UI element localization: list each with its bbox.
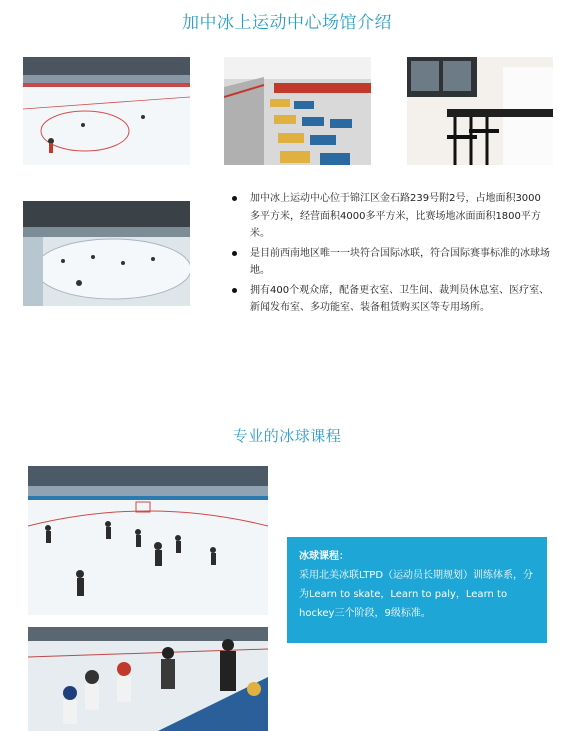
hockey-game-photo bbox=[28, 466, 268, 615]
course-box-heading: 冰球课程： bbox=[299, 551, 349, 562]
course-info-box bbox=[287, 537, 547, 643]
rink-photo-1 bbox=[23, 57, 190, 165]
bullet-dot-icon bbox=[232, 251, 237, 256]
course-section-title: 专业的冰球课程 bbox=[232, 427, 342, 445]
list-item: 加中冰上运动中心位于锦江区金石路239号附2号，占地面积3000多平方米，经营面积4000多平方米，比赛场地冰面面积1800平方米。 bbox=[232, 190, 550, 243]
course-box-text: 采用北美冰联LTPD（运动员长期规划）训练体系，分为Learn to skate，Learn to paly，Learn to hockey三个阶段，9级标准。 bbox=[299, 570, 534, 619]
bullet-dot-icon bbox=[232, 196, 237, 201]
list-item: 拥有400个观众席，配备更衣室、卫生间、裁判员休息室、医疗室、新闻发布室、多功能室、装备租赁购买区等专用场所。 bbox=[232, 282, 550, 317]
stands-photo bbox=[224, 57, 371, 165]
kids-bench-photo bbox=[28, 627, 268, 731]
bullet-dot-icon bbox=[232, 288, 237, 293]
rink-photo-2 bbox=[23, 201, 190, 306]
list-item: 是目前西南地区唯一一块符合国际冰联，符合国际赛事标准的冰球场地。 bbox=[232, 245, 550, 280]
venue-section-title: 加中冰上运动中心场馆介绍 bbox=[182, 13, 392, 33]
venue-info-list bbox=[232, 190, 550, 319]
lounge-photo bbox=[407, 57, 553, 165]
